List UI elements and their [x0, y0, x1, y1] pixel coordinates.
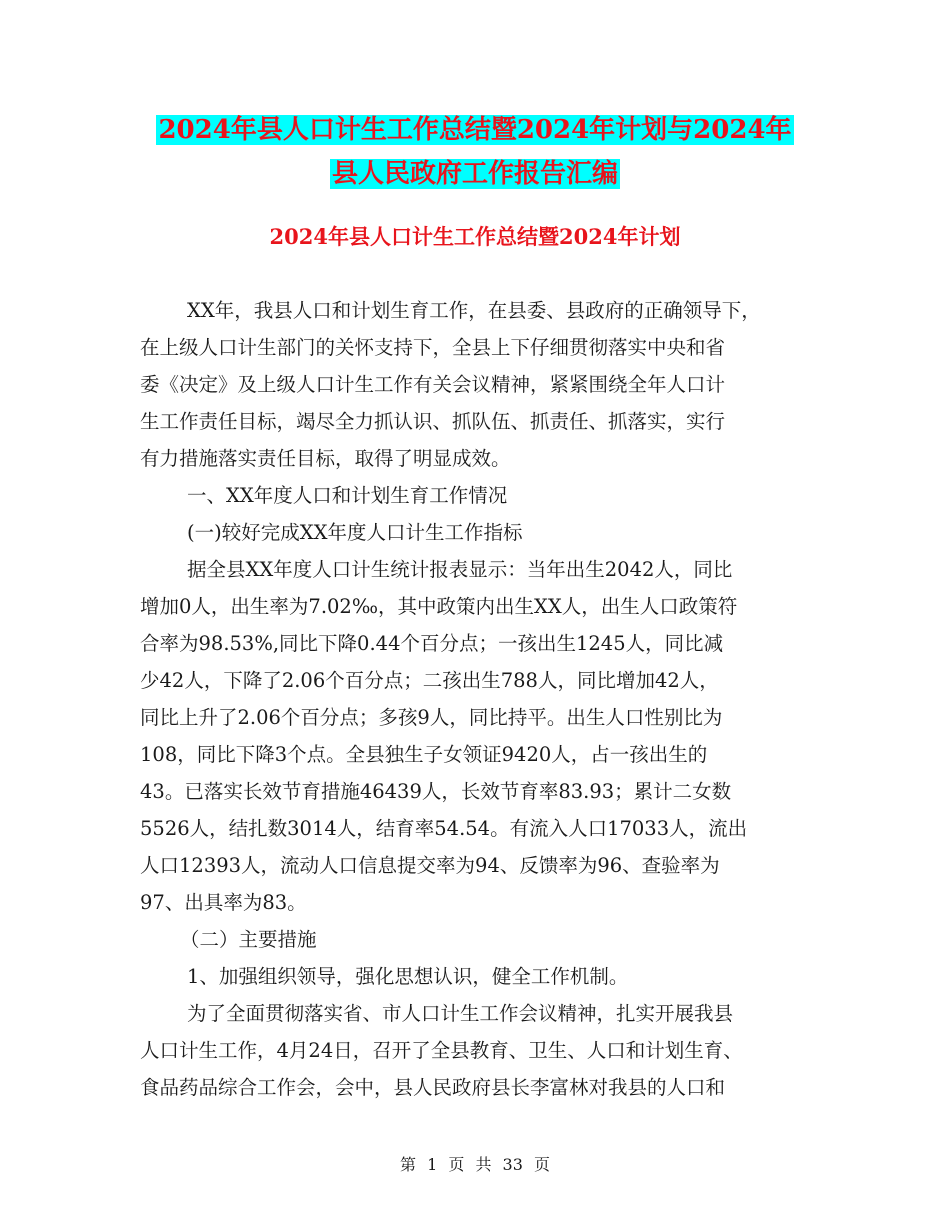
body-line: XX年，我县人口和计划生育工作，在县委、县政府的正确领导下， [187, 299, 761, 322]
body-line: 合率为98.53%,同比下降0.44个百分点；一孩出生1245人，同比减 [140, 632, 724, 655]
body-line: 人口12393人，流动人口信息提交率为94、反馈率为96、查验率为 [140, 854, 720, 877]
body-line: 在上级人口计生部门的关怀支持下，全县上下仔细贯彻落实中央和省 [140, 336, 726, 359]
title-highlight: 2024年县人口计生工作总结暨2024年计划与2024年 [158, 115, 792, 145]
document-title-line-1 [0, 108, 950, 152]
body-line: 人口计生工作，4月24日，召开了全县教育、卫生、人口和计划生育、 [140, 1039, 743, 1062]
page-number-footer: 第 1 页 共 33 页 [400, 1155, 550, 1174]
body-line: 少42人，下降了2.06个百分点；二孩出生788人，同比增加42人， [140, 669, 719, 692]
body-line: 108，同比下降3个点。全县独生子女领证9420人，占一孩出生的 [140, 743, 708, 766]
body-line: 5526人，结扎数3014人，结育率54.54。有流入人口17033人，流出 [140, 817, 748, 840]
body-line: 43。已落实长效节育措施46439人，长效节育率83.93；累计二女数 [140, 780, 732, 803]
body-line: 委《决定》及上级人口计生工作有关会议精神，紧紧围绕全年人口计 [140, 373, 726, 396]
body-line: 为了全面贯彻落实省、市人口计生工作会议精神，扎实开展我县 [187, 1002, 734, 1025]
body-line: 增加0人，出生率为7.02‰，其中政策内出生XX人，出生人口政策符 [140, 595, 738, 618]
section-title: 2024年县人口计生工作总结暨2024年计划 [269, 224, 681, 249]
body-line: 同比上升了2.06个百分点；多孩9人，同比持平。出生人口性别比为 [140, 706, 723, 729]
body-line: 有力措施落实责任目标，取得了明显成效。 [140, 447, 511, 470]
document-title-line-2 [0, 152, 950, 196]
body-line: 97、出具率为83。 [140, 891, 307, 914]
title-highlight: 县人民政府工作报告汇编 [331, 159, 618, 189]
body-line: 食品药品综合工作会，会中，县人民政府县长李富林对我县的人口和 [140, 1076, 726, 1099]
subsection-heading: 1、加强组织领导，强化思想认识，健全工作机制。 [187, 965, 629, 988]
body-line: 生工作责任目标，竭尽全力抓认识、抓队伍、抓责任、抓落实，实行 [140, 410, 726, 433]
subsection-heading: （二）主要措施 [180, 928, 317, 951]
section-heading: 一、XX年度人口和计划生育工作情况 [187, 484, 508, 507]
body-line: 据全县XX年度人口计生统计报表显示：当年出生2042人，同比 [187, 558, 733, 581]
subsection-heading: (一)较好完成XX年度人口计生工作指标 [187, 521, 523, 544]
